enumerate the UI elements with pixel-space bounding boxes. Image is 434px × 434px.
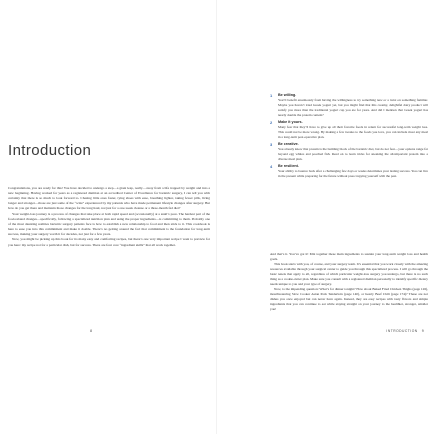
paragraph: Congratulations, you are ready for this! You have decided to undergo a step—a giant leap, really—away from a life trapped by weight and into a new beginning. Having worked for years as a registered dietitian at an accredited Center of Excellence for bariatric surgery, I can tell you with certainty that there is so much to look forward to. Chasing little ones faster, tying shoes with ease, breathing lighter, taking fewer pills, living longer and stronger—those are just some of the “wins” experienced by my patients who have made permanent lifestyle changes after surgery. But how do you get there and maintain those changes for the long haul, not just for a one-week cleanse or a three-month fad diet? xyxy=(8,186,210,211)
right-page xyxy=(217,0,434,434)
list-number: 4 xyxy=(270,164,273,170)
list-item-heading: Be creative. xyxy=(278,142,299,147)
page-gutter xyxy=(216,0,217,434)
paragraph: Your weight-loss journey is a process of changes that take place at both rapid speed and (occasionally) at a snail’s pace. The hardest part of the food-related changes—specifically, following a specialized nutrition plan and using the proper ingredients—is committing to them. Probably one of the most daunting realities bariatric surgery patients face is how to establish a new relationship to food and then stick to it. This cookbook is here to ease you into this commitment and make it doable. There’s no getting around the fact that commitment is the foundation for long-term success, making your surgery worth it for decades, not just for a few years. xyxy=(8,211,210,236)
list-item xyxy=(270,142,428,162)
list-item-body: Your ability to bounce back after a challenging few days or weeks determines your lasting success. You can live in the present while preparing for the future without preoccupying yourself with the past. xyxy=(278,169,428,179)
list-item xyxy=(270,120,428,140)
list-item xyxy=(270,93,428,118)
left-body-text xyxy=(8,186,210,248)
page-number-right: 9 xyxy=(421,329,424,333)
list-number: 2 xyxy=(270,120,273,125)
right-body-text xyxy=(270,252,428,312)
success-ingredients-list xyxy=(270,93,428,181)
chapter-title: Introduction xyxy=(8,142,92,159)
paragraph: Now, you might be picking up this book for its many easy and comforting recipes, but there’s one very important recipe I want to preview for you here: my recipe not for a particular dish, but for success. There are four core “ingredient skills” that all work together. xyxy=(8,237,210,247)
paragraph: And that’s it. You’ve got it! Mix together these main ingredients to sustain your long-term weight loss and health goals. xyxy=(270,252,428,261)
page-number-left: 8 xyxy=(90,329,92,333)
list-item xyxy=(270,164,428,179)
list-item-body: You already know that protein is the building block of the bariatric diet, but do not fear—your options range far beyond egg whites and poached fish. Read on to learn tricks for sneaking the all-important protein into a diverse meal plan. xyxy=(278,147,428,161)
paragraph: Now, to the impending question: What’s for dinner tonight? How about Baked Fried Chicken Thighs (page 126), mouthwatering Slow Cooker Asian Pork Tenderloin (page 140), or hearty Beef Chili (page 174)? These are not dishes you once enjoyed but can never have again. Instead, they are easy recipes with tasty flavors and simple ingredients that you can continue to eat while staying straight on your journey to the healthier, stronger, smaller you! xyxy=(270,287,428,311)
list-item-body: You’ll benefit enormously from having the willingness to try something new or a twist on something familiar. Maybe you haven’t tried Greek yogurt yet, but you might find that this creamy, delightful dairy product will satisfy you more than the traditional yogurt cup you ate for years. And did I mention that Greek yogurt has nearly double the protein content? xyxy=(278,98,428,117)
list-item-heading: Be willing. xyxy=(278,93,297,97)
list-number: 3 xyxy=(270,142,273,148)
list-item-heading: Make it yours. xyxy=(278,120,303,124)
page-footer-right xyxy=(386,329,424,333)
list-number: 1 xyxy=(270,93,273,98)
paragraph: This book starts with you, of course, and your surgery team. It’s essential that you work closely with the amazing resources available through your surgical center to guide you through this specialized process. I will go through the basic tenets that apply to all, regardless of which particular weight-loss surgery you undergo, but there is no such thing as a cookie-cutter plan. Make sure you consult with a registered dietitian personally to identify specific dietary needs unique to you and your type of surgery. xyxy=(270,262,428,286)
running-head: INTRODUCTION xyxy=(386,329,418,333)
list-item-heading: Be resilient. xyxy=(278,164,299,169)
list-item-body: Many fear that they’ll have to give up all their favorite foods in return for successful long-term weight loss. This could not be more wrong. By making a few tweaks to the foods you love, you can include most any meal in a long-term post-operative plan. xyxy=(278,125,428,139)
